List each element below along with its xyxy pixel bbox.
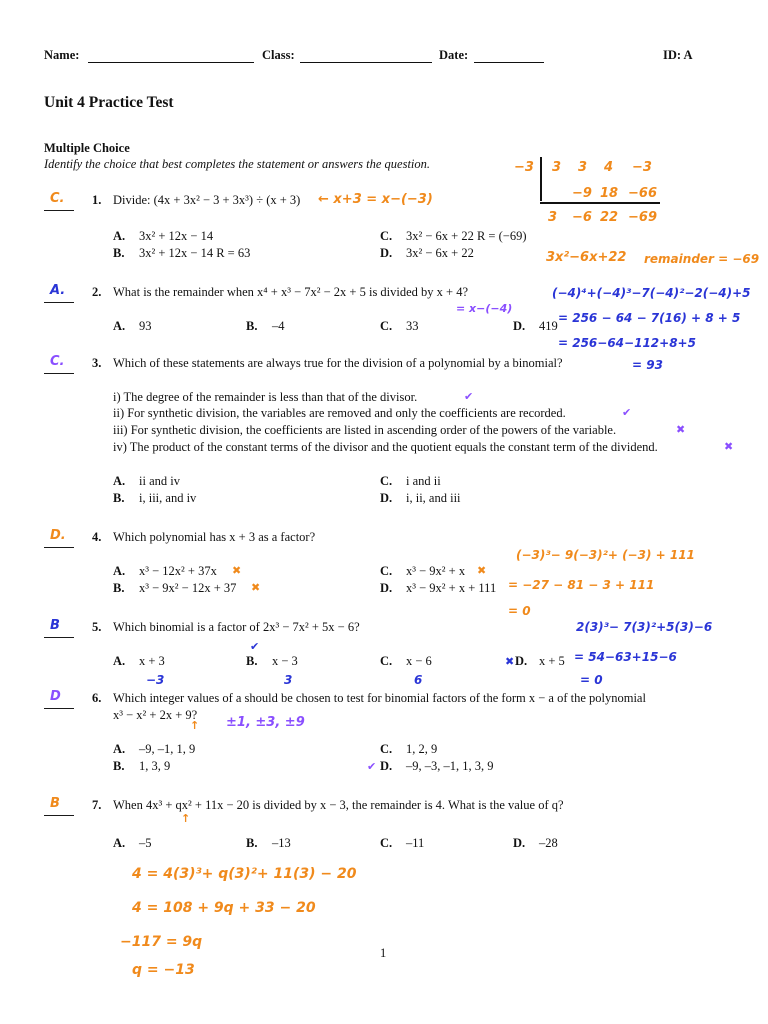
q5-choice-a[interactable]: x + 3 [139, 654, 165, 668]
q2-choice-a[interactable]: 93 [139, 319, 152, 333]
arrow-up-icon: ↑ [190, 719, 200, 732]
q5-root-a: −3 [146, 673, 165, 687]
q6-choice-a[interactable]: –9, –1, 1, 9 [139, 742, 196, 756]
q7-letter-b: B. [246, 836, 258, 850]
q1-letter-b: B. [113, 246, 125, 260]
q6-stem: Which integer values of a should be chosen to test for binomial factors of the form x − a of the polynomial [113, 691, 646, 705]
q2-work-4: = 93 [632, 358, 663, 372]
q7-choice-a[interactable]: –5 [139, 836, 152, 850]
syn-result: 3 [548, 210, 558, 225]
q5-work-3: = 0 [580, 673, 603, 687]
class-label: Class: [262, 48, 295, 62]
q5-letter-a: A. [113, 654, 126, 668]
q6-answer: D [50, 689, 61, 704]
q6-letter-d: D. [380, 759, 393, 773]
q5-letter-d: D. [515, 654, 528, 668]
q5-choice-d[interactable]: x + 5 [539, 654, 565, 668]
q2-answer-blank[interactable] [44, 283, 74, 303]
q6-letter-b: B. [113, 759, 125, 773]
q7-letter-d: D. [513, 836, 526, 850]
q1-answer-blank[interactable] [44, 191, 74, 211]
q3-statement-4: iv) The product of the constant terms of the divisor and the quotient equals the constant term of the dividend. [113, 440, 658, 454]
q5-work-1: 2(3)³− 7(3)²+5(3)−6 [576, 620, 713, 634]
q2-choice-c[interactable]: 33 [406, 319, 419, 333]
q5-root-b: 3 [284, 673, 293, 687]
q7-work-4: q = −13 [132, 962, 195, 978]
q4-work-3: = 0 [508, 604, 531, 618]
q4-answer-blank[interactable] [44, 528, 74, 548]
q1-choice-d[interactable]: 3x² − 6x + 22 [406, 246, 474, 260]
q6-letter-c: C. [380, 742, 393, 756]
instructions: Identify the choice that best completes the statement or answers the question. [44, 157, 431, 171]
page-number: 1 [380, 946, 387, 960]
q4-choice-a[interactable]: x³ − 12x² + 37x [139, 564, 217, 578]
q7-number: 7. [92, 798, 102, 812]
q1-stem: Divide: (4x + 3x² − 3 + 3x³) ÷ (x + 3) [113, 193, 301, 207]
q7-letter-c: C. [380, 836, 393, 850]
cross-icon: ✖ [232, 564, 242, 577]
q1-letter-a: A. [113, 229, 126, 243]
arrow-up-icon: ↑ [181, 812, 191, 825]
q5-stem: Which binomial is a factor of 2x³ − 7x² + 5x − 6? [113, 620, 360, 634]
q3-choice-d[interactable]: i, ii, and iii [406, 491, 461, 505]
q3-number: 3. [92, 356, 102, 370]
q3-statement-3: iii) For synthetic division, the coefficients are listed in ascending order of the powers of the variable. [113, 423, 617, 437]
q1-choice-c[interactable]: 3x² − 6x + 22 R = (−69) [406, 229, 527, 243]
q4-letter-a: A. [113, 564, 126, 578]
q3-stem: Which of these statements are always true for the division of a polynomial by a binomial? [113, 356, 563, 370]
q7-choice-d[interactable]: –28 [539, 836, 558, 850]
q1-note: ← x+3 = x−(−3) [318, 192, 433, 207]
q2-note: = x−(−4) [456, 302, 513, 315]
check-icon: ✔ [250, 640, 260, 653]
q2-choice-b[interactable]: –4 [272, 319, 285, 333]
cross-icon: ✖ [724, 440, 734, 453]
q1-letter-d: D. [380, 246, 393, 260]
q1-number: 1. [92, 193, 102, 207]
q2-stem: What is the remainder when x⁴ + x³ − 7x² − 2x + 5 is divided by x + 4? [113, 285, 469, 299]
q4-letter-b: B. [113, 581, 125, 595]
id-label: ID: A [663, 48, 693, 62]
syn-divider-horizontal [540, 202, 660, 204]
check-icon: ✔ [464, 390, 474, 403]
q6-choice-c[interactable]: 1, 2, 9 [406, 742, 438, 756]
q3-letter-a: A. [113, 474, 126, 488]
q3-letter-b: B. [113, 491, 125, 505]
syn-coef: 3 [578, 160, 588, 175]
q6-choice-d[interactable]: –9, –3, –1, 1, 3, 9 [406, 759, 494, 773]
cross-icon: ✖ [676, 423, 686, 436]
q2-work-2: = 256 − 64 − 7(16) + 8 + 5 [558, 311, 741, 325]
q3-letter-d: D. [380, 491, 393, 505]
q5-root-c: 6 [414, 673, 423, 687]
syn-divider-vertical [540, 157, 542, 201]
q7-choice-b[interactable]: –13 [272, 836, 291, 850]
q1-choice-b[interactable]: 3x² + 12x − 14 R = 63 [139, 246, 251, 260]
q1-quotient: 3x²−6x+22 [546, 250, 627, 265]
q4-letter-d: D. [380, 581, 393, 595]
q1-remainder: remainder = −69 [644, 252, 760, 266]
q2-choice-d[interactable]: 419 [539, 319, 558, 333]
syn-divisor: −3 [514, 160, 534, 175]
q7-answer-blank[interactable] [44, 796, 74, 816]
q5-answer: B [50, 618, 60, 633]
syn-result: −6 [572, 210, 592, 225]
q4-number: 4. [92, 530, 102, 544]
q7-work-1: 4 = 4(3)³+ q(3)²+ 11(3) − 20 [132, 866, 357, 882]
q3-answer: C. [50, 354, 65, 369]
q6-note: ±1, ±3, ±9 [226, 715, 305, 730]
q6-number: 6. [92, 691, 102, 705]
q7-work-2: 4 = 108 + 9q + 33 − 20 [132, 900, 316, 916]
syn-coef: 3 [552, 160, 562, 175]
q4-stem: Which polynomial has x + 3 as a factor? [113, 530, 316, 544]
q3-statement-1: i) The degree of the remainder is less than that of the divisor. [113, 390, 418, 404]
check-icon: ✔ [367, 760, 377, 773]
section-heading: Multiple Choice [44, 141, 130, 155]
date-field[interactable] [474, 62, 544, 63]
q3-letter-c: C. [380, 474, 393, 488]
q2-work-3: = 256−64−112+8+5 [558, 336, 696, 350]
syn-product: 18 [600, 186, 619, 201]
syn-result: −69 [628, 210, 657, 225]
q6-answer-blank[interactable] [44, 689, 74, 709]
q7-letter-a: A. [113, 836, 126, 850]
q5-answer-blank[interactable] [44, 618, 74, 638]
q4-choice-b[interactable]: x³ − 9x² − 12x + 37 [139, 581, 237, 595]
q3-answer-blank[interactable] [44, 354, 74, 374]
q2-work-1: (−4)⁴+(−4)³−7(−4)²−2(−4)+5 [552, 286, 751, 300]
class-field[interactable] [300, 62, 432, 63]
q5-work-2: = 54−63+15−6 [574, 650, 677, 664]
q4-answer: D. [50, 528, 66, 543]
q4-work-1: (−3)³− 9(−3)²+ (−3) + 111 [516, 548, 695, 562]
cross-icon: ✖ [505, 655, 515, 668]
q2-letter-c: C. [380, 319, 393, 333]
q5-choice-b[interactable]: x − 3 [272, 654, 298, 668]
q1-letter-c: C. [380, 229, 393, 243]
q7-answer: B [50, 796, 60, 811]
q1-choice-a[interactable]: 3x² + 12x − 14 [139, 229, 214, 243]
q4-choice-d[interactable]: x³ − 9x² + x + 111 [406, 581, 497, 595]
q2-letter-b: B. [246, 319, 258, 333]
name-field[interactable] [88, 62, 254, 63]
q2-answer: A. [50, 283, 66, 298]
date-label: Date: [439, 48, 469, 62]
q6-stem-2: x³ − x² + 2x + 9? [113, 708, 198, 722]
q7-choice-c[interactable]: –11 [406, 836, 425, 850]
name-label: Name: [44, 48, 80, 62]
q3-statement-2: ii) For synthetic division, the variables are removed and only the coefficients are recorded. [113, 406, 566, 420]
syn-coef: −3 [632, 160, 652, 175]
q4-work-2: = −27 − 81 − 3 + 111 [508, 578, 655, 592]
syn-result: 22 [600, 210, 619, 225]
q3-choice-b[interactable]: i, iii, and iv [139, 491, 197, 505]
q4-letter-c: C. [380, 564, 393, 578]
q6-letter-a: A. [113, 742, 126, 756]
cross-icon: ✖ [477, 564, 487, 577]
q6-choice-b[interactable]: 1, 3, 9 [139, 759, 171, 773]
q3-choice-a[interactable]: ii and iv [139, 474, 180, 488]
q4-choice-c[interactable]: x³ − 9x² + x [406, 564, 466, 578]
q7-work-3: −117 = 9q [120, 934, 203, 950]
q2-number: 2. [92, 285, 102, 299]
q5-letter-b: B. [246, 654, 258, 668]
cross-icon: ✖ [251, 581, 261, 594]
q5-choice-c[interactable]: x − 6 [406, 654, 432, 668]
syn-product: −66 [628, 186, 657, 201]
q5-letter-c: C. [380, 654, 393, 668]
q5-number: 5. [92, 620, 102, 634]
syn-product: −9 [572, 186, 592, 201]
page-title: Unit 4 Practice Test [44, 94, 174, 111]
check-icon: ✔ [622, 406, 632, 419]
q3-choice-c[interactable]: i and ii [406, 474, 441, 488]
q2-letter-a: A. [113, 319, 126, 333]
q7-stem: When 4x³ + qx² + 11x − 20 is divided by x − 3, the remainder is 4. What is the value of q? [113, 798, 564, 812]
q1-answer: C. [50, 191, 65, 206]
syn-coef: 4 [604, 160, 614, 175]
q2-letter-d: D. [513, 319, 526, 333]
